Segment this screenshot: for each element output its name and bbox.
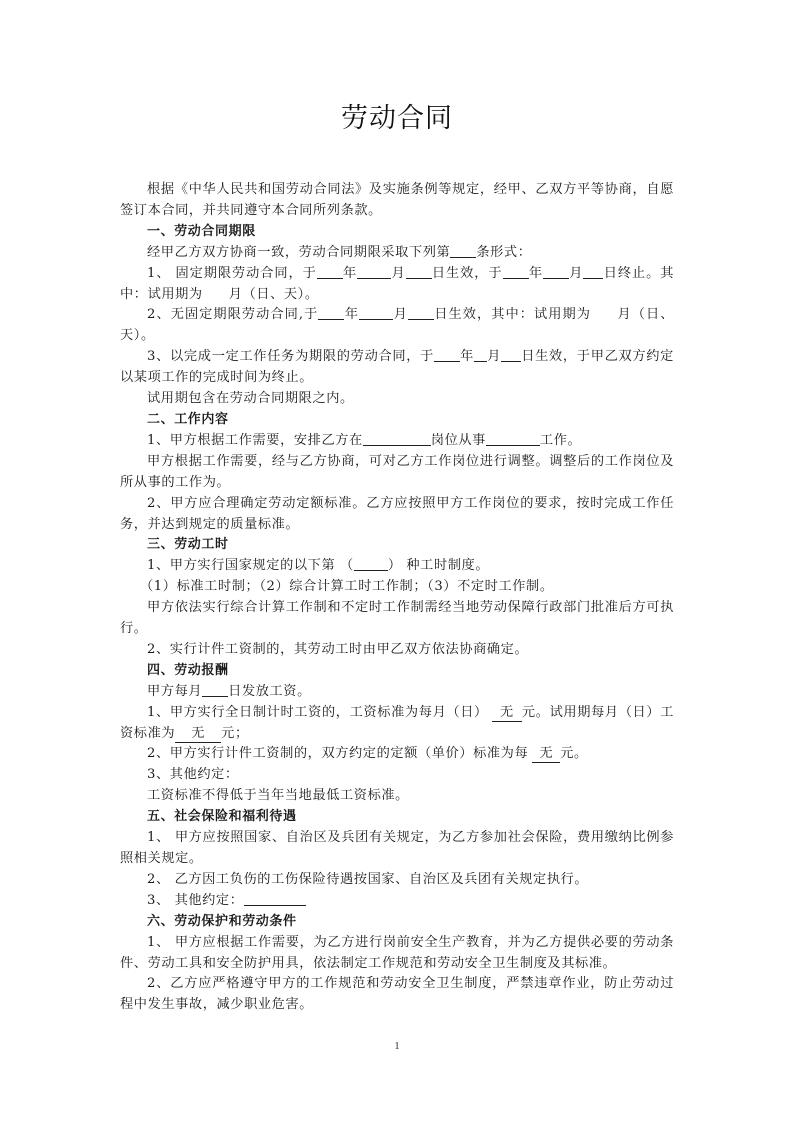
section-heading-protection: 六、劳动保护和劳动条件 — [147, 913, 297, 929]
blank-field[interactable] — [363, 431, 431, 446]
insurance-item: 1、 甲方应按照国家、自治区及兵团有关规定，为乙方参加社会保险，费用缴纳比例参照相关规定。 — [120, 830, 674, 866]
term-form-paragraph — [120, 243, 674, 264]
text: 月（日、天）。 — [120, 307, 674, 344]
blank-field[interactable] — [244, 891, 306, 906]
piece-wage-item — [120, 744, 674, 765]
text: 条形式： — [476, 244, 532, 260]
text: 年 — [460, 349, 475, 365]
blank-field[interactable] — [486, 431, 540, 446]
text: 日终止。其中：试用期为 — [120, 265, 674, 302]
safety-compliance-item: 2、乙方应严格遵守甲方的工作规范和劳动安全卫生制度，严禁违章作业，防止劳动过程中发生事故，减少职业危害。 — [120, 976, 674, 1013]
text: 月 — [568, 265, 584, 281]
text: 月（日、天）。 — [228, 286, 319, 302]
text: 月 — [391, 265, 406, 281]
text: 月 — [393, 307, 408, 323]
text: 1、 固定期限劳动合同，于 — [147, 265, 317, 281]
blank-field[interactable] — [318, 305, 344, 320]
text: 年 — [342, 265, 358, 281]
wage-value[interactable]: 无 — [492, 705, 522, 722]
text: 3、 其他约定： — [147, 892, 244, 908]
blank-field[interactable] — [359, 305, 393, 320]
blank-field[interactable] — [543, 264, 569, 279]
blank-field[interactable] — [583, 264, 603, 279]
probation-note: 试用期包含在劳动合同期限之内。 — [147, 391, 354, 407]
blank-field[interactable] — [202, 682, 228, 697]
hours-options: （1）标准工时制；（2）综合计算工时工作制；（3）不定时工作制。 — [140, 579, 554, 595]
section-heading-hours: 三、劳动工时 — [147, 537, 229, 553]
text: 岗位从事 — [430, 432, 486, 448]
section-heading-work: 二、工作内容 — [147, 411, 229, 427]
work-quota-item: 2、甲方应合理确定劳动定额标准。乙方应按照甲方工作岗位的要求，按时完成工作任务，并达到规定的质量标准。 — [120, 495, 674, 532]
text: 1、甲方实行全日制计时工资的，工资标准为每月（日） — [147, 704, 488, 720]
blank-field[interactable] — [357, 264, 391, 279]
insurance-other-item — [120, 891, 674, 912]
intro-paragraph: 根据《中华人民共和国劳动合同法》及实施条例等规定，经甲、乙双方平等协商，自愿签订本合同，并共同遵守本合同所列条款。 — [120, 182, 674, 218]
text: 日生效，于 — [431, 265, 503, 281]
text: 年 — [528, 265, 543, 281]
section-heading-pay: 四、劳动报酬 — [147, 662, 229, 678]
text: 1、甲方实行国家规定的以下第 （ — [147, 558, 354, 574]
task-term-item — [120, 347, 674, 389]
probation-wage-value[interactable]: 无 — [175, 726, 221, 743]
text: 日生效，于甲乙双方约定以某项工作的完成时间为终止。 — [120, 349, 674, 386]
piece-rate-value[interactable]: 无 — [532, 746, 560, 763]
section-heading-insurance: 五、社会保险和福利待遇 — [147, 809, 297, 825]
blank-field[interactable] — [406, 264, 432, 279]
text: 元。试用期每月（日）工资标准为 — [120, 704, 674, 741]
text: 日发放工资。 — [228, 683, 311, 699]
blank-field[interactable] — [503, 264, 529, 279]
text: 2、无固定期限劳动合同,于 — [147, 307, 319, 323]
text: 1、甲方根据工作需要，安排乙方在 — [147, 432, 363, 448]
injury-item: 2、 乙方因工负伤的工伤保险待遇按国家、自治区及兵团有关规定执行。 — [147, 871, 589, 887]
text: 甲方每月 — [147, 683, 203, 699]
text: 日生效，其中：试用期为 — [433, 307, 592, 323]
safety-education-item: 1、 甲方应根据工作需要，为乙方进行岗前安全生产教育，并为乙方提供必要的劳动条件、劳动工具和安全防护用具，依法制定工作规范和劳动安全卫生制度及其标准。 — [120, 934, 674, 971]
text: 3、以完成一定工作任务为期限的劳动合同，于 — [147, 349, 435, 365]
text: 年 — [344, 307, 360, 323]
open-term-item — [120, 305, 674, 347]
min-wage-note: 工资标准不得低于当年当地最低工资标准。 — [147, 788, 409, 804]
work-adjust-paragraph: 甲方根据工作需要，经与乙方协商，可对乙方工作岗位进行调整。调整后的工作岗位及所从事的工作为。 — [120, 453, 674, 490]
page-number: 1 — [394, 1040, 400, 1052]
pay-other-item: 3、其他约定： — [147, 767, 239, 783]
document-body — [120, 180, 674, 1016]
blank-field[interactable] — [434, 347, 460, 362]
blank-field[interactable] — [317, 264, 343, 279]
hours-system-item — [120, 556, 674, 577]
blank-field[interactable] — [354, 556, 388, 571]
hourly-wage-item — [120, 703, 674, 745]
blank-field[interactable] — [474, 347, 487, 362]
hours-approval-paragraph: 甲方依法实行综合计算工作制和不定时工作制需经当地劳动保障行政部门批准后方可执行。 — [120, 600, 674, 637]
blank-field[interactable] — [450, 243, 476, 258]
piecework-hours-item: 2、实行计件工资制的，其劳动工时由甲乙双方依法协商确定。 — [147, 641, 529, 657]
document-title: 劳动合同 — [341, 103, 453, 134]
text: 元。 — [560, 746, 588, 762]
text: 月 — [487, 349, 502, 365]
blank-field[interactable] — [501, 347, 521, 362]
work-assignment-item — [120, 431, 674, 452]
text: ） 种工时制度。 — [387, 558, 490, 574]
text: 2、甲方实行计件工资制的，双方约定的定额（单价）标准为每 — [147, 746, 529, 762]
text: 经甲乙方双方协商一致，劳动合同期限采取下列第 — [147, 244, 451, 260]
payday-paragraph — [120, 682, 674, 703]
text: 元； — [221, 725, 249, 741]
fixed-term-item — [120, 264, 674, 306]
blank-field[interactable] — [408, 305, 434, 320]
text: 工作。 — [539, 432, 582, 448]
section-heading-term: 一、劳动合同期限 — [147, 223, 256, 239]
